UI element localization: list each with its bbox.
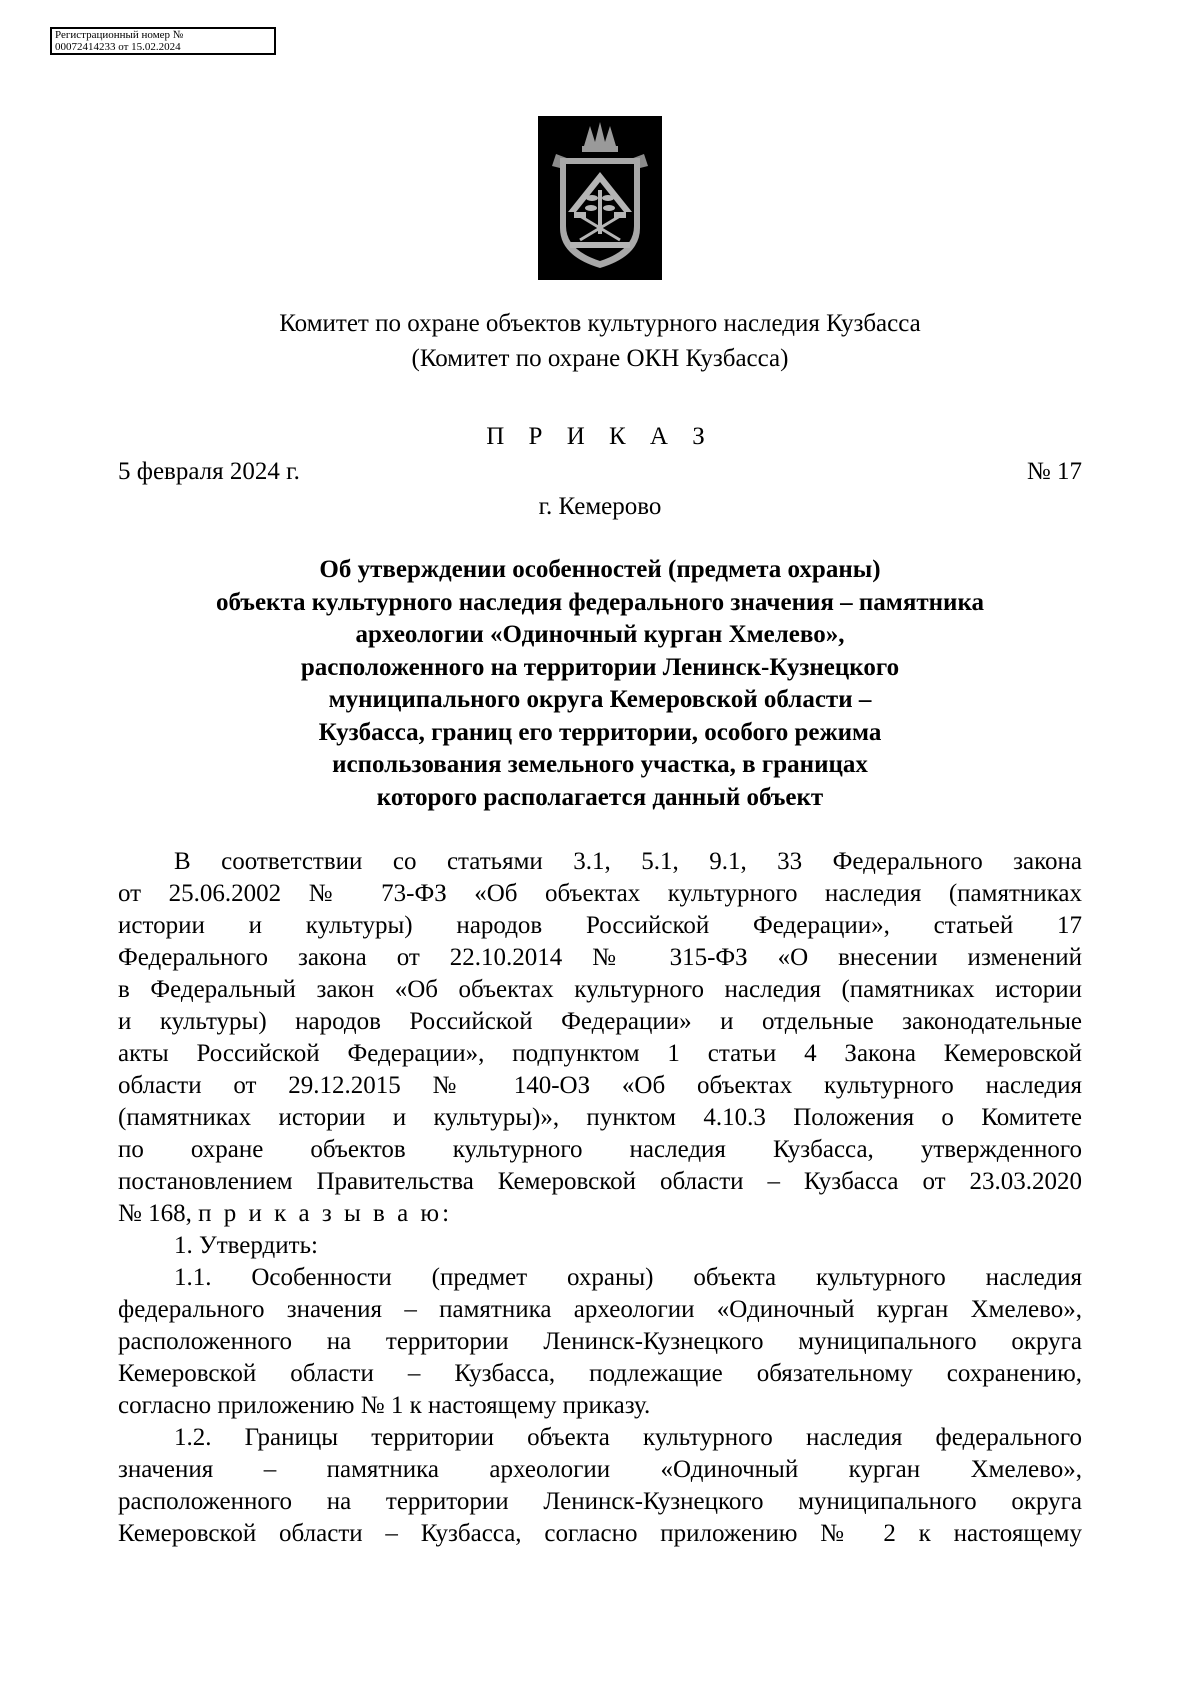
registration-line-1: Регистрационный номер №	[55, 29, 184, 41]
body-line: постановлением Правительства Кемеровской области – Кузбасса от 23.03.2020	[118, 1168, 1082, 1195]
body-line: 1.2. Границы территории объекта культурного наследия федерального	[174, 1424, 1082, 1451]
body-line: (памятниках истории и культуры)», пунктом 4.10.3 Положения о Комитете	[118, 1104, 1082, 1131]
body-line: истории и культуры) народов Российской Федерации», статьей 17	[118, 912, 1082, 939]
body-line: 1.1. Особенности (предмет охраны) объекта культурного наследия	[174, 1264, 1082, 1291]
body-line: 1. Утвердить:	[174, 1232, 318, 1259]
document-type-title: П Р И К А З	[486, 423, 714, 450]
body-line: расположенного на территории Ленинск-Кузнецкого муниципального округа	[118, 1328, 1082, 1355]
body-line-text: № 168,	[118, 1200, 199, 1227]
body-line: согласно приложению № 1 к настоящему приказу.	[118, 1392, 651, 1419]
document-heading	[118, 554, 1082, 814]
body-line: по охране объектов культурного наследия Кузбасса, утвержденного	[118, 1136, 1082, 1163]
organization-name: Комитет по охране объектов культурного наследия Кузбасса	[279, 310, 921, 337]
document-body	[118, 846, 1082, 1550]
kuzbass-coat-of-arms-icon	[538, 116, 662, 280]
organization-short-name: (Комитет по охране ОКН Кузбасса)	[411, 345, 789, 372]
heading-line: объекта культурного наследия федерального значения – памятника	[216, 588, 984, 616]
order-verb: п р и к а з ы в а ю:	[198, 1200, 453, 1227]
body-line: федерального значения – памятника археологии «Одиночный курган Хмелево»,	[118, 1296, 1082, 1323]
body-line: акты Российской Федерации», подпунктом 1 статьи 4 Закона Кемеровской	[118, 1040, 1082, 1067]
body-line: в Федеральный закон «Об объектах культурного наследия (памятниках истории	[118, 976, 1082, 1003]
body-line: значения – памятника археологии «Одиночный курган Хмелево»,	[118, 1456, 1082, 1483]
body-line: области от 29.12.2015 № 140-ОЗ «Об объектах культурного наследия	[118, 1072, 1082, 1099]
document-date: 5 февраля 2024 г.	[118, 458, 300, 485]
body-line: Кемеровской области – Кузбасса, подлежащие обязательному сохранению,	[118, 1360, 1082, 1387]
body-line: В соответствии со статьями 3.1, 5.1, 9.1, 33 Федерального закона	[174, 848, 1082, 875]
document-number: № 17	[1026, 458, 1082, 485]
heading-line: которого располагается данный объект	[376, 783, 824, 811]
heading-line: использования земельного участка, в границах	[332, 751, 868, 778]
body-line: расположенного на территории Ленинск-Кузнецкого муниципального округа	[118, 1488, 1082, 1515]
heading-line: Об утверждении особенностей (предмета охраны)	[319, 556, 881, 583]
heading-line: археологии «Одиночный курган Хмелево»,	[355, 621, 845, 648]
body-line	[118, 1198, 1082, 1230]
heading-line: Кузбасса, границ его территории, особого режима	[318, 718, 882, 746]
registration-line-2: 00072414233 от 15.02.2024	[55, 41, 181, 53]
body-line: Федерального закона от 22.10.2014 № 315-ФЗ «О внесении изменений	[118, 944, 1082, 971]
heading-line: расположенного на территории Ленинск-Кузнецкого	[300, 653, 900, 681]
body-line: Кемеровской области – Кузбасса, согласно приложению № 2 к настоящему	[118, 1520, 1082, 1547]
heading-line: муниципального округа Кемеровской области –	[328, 686, 872, 713]
body-line: от 25.06.2002 № 73-ФЗ «Об объектах культурного наследия (памятниках	[118, 880, 1082, 907]
registration-stamp	[50, 27, 276, 55]
body-line: и культуры) народов Российской Федерации» и отдельные законодательные	[118, 1008, 1082, 1035]
document-city: г. Кемерово	[538, 493, 662, 520]
